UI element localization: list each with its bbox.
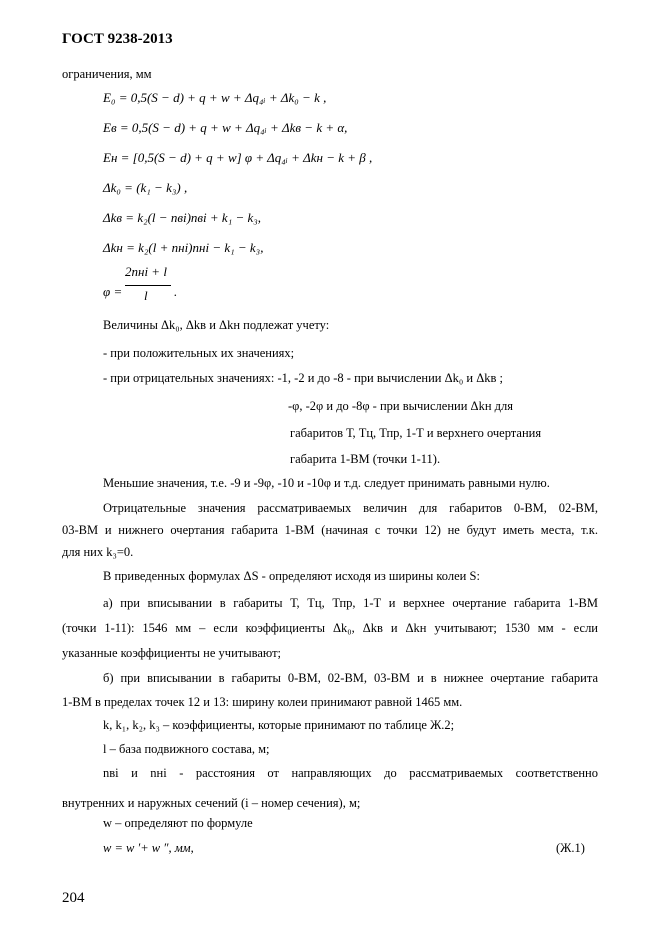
paragraph-case-b: б) при вписывании в габариты 0-ВМ, 02-ВМ, 03-ВМ и в нижнее очертание габарита	[103, 671, 598, 685]
paragraph-coefficients: k, k₁, k₂, k₃ – коэффициенты, которые принимают по таблице Ж.2;	[103, 718, 455, 732]
formula-dkv: Δkв = k₂(l − nвi)nвi + k₁ − k₃,	[103, 210, 262, 225]
paragraph-delta-s: В приведенных формулах ΔS - определяют исходя из ширины колеи S:	[103, 569, 480, 583]
formula-ev: Eв = 0,5(S − d) + q + w + Δq₄ᵢ + Δkв − k + α,	[103, 120, 348, 135]
paragraph-case-a: а) при вписывании в габариты Т, Тц, Тпр, 1-Т и верхнее очертание габарита 1-ВМ	[103, 596, 598, 610]
formula-dkn: Δkн = k₂(l + nнi)nнi − k₁ − k₃,	[103, 240, 264, 255]
phi-tail: .	[174, 284, 178, 299]
paragraph-base: l – база подвижного состава, м;	[103, 742, 270, 756]
formula-w: w = w ′+ w ″, мм,	[103, 841, 194, 855]
formula-number: (Ж.1)	[556, 841, 585, 855]
paragraph-positive: - при положительных их значениях;	[103, 346, 295, 360]
fraction-bar	[125, 285, 171, 286]
paragraph-w-defined: w – определяют по формуле	[103, 816, 253, 830]
formula-e0: E₀ = 0,5(S − d) + q + w + Δq₄ᵢ + Δk₀ − k ,	[103, 90, 327, 105]
formula-en: Eн = [0,5(S − d) + q + w] φ + Δq₄ᵢ + Δkн − k + β ,	[103, 150, 373, 165]
paragraph-gauge-points: габарита 1-ВМ (точки 1-11).	[290, 452, 441, 466]
paragraph-smaller-values: Меньшие значения, т.е. -9 и -9φ, -10 и -10φ и т.д. следует принимать равными нулю.	[103, 476, 550, 490]
paragraph-negative-phi: -φ, -2φ и до -8φ - при вычислении Δkн для	[288, 399, 513, 413]
paragraph-case-a-2: (точки 1-11): 1546 мм – если коэффициенты Δk₀, Δkв и Δkн учитывают; 1530 мм - если	[62, 621, 598, 635]
formula-dk0: Δk₀ = (k₁ − k₃) ,	[103, 180, 188, 195]
page-number: 204	[62, 890, 85, 906]
phi-denominator: l	[144, 288, 148, 303]
paragraph-case-b-2: 1-ВМ в пределах точек 12 и 13: ширину колеи принимают равной 1465 мм.	[62, 695, 463, 709]
paragraph-distances-2: внутренних и наружных сечений (i – номер сечения), м;	[62, 796, 361, 810]
paragraph-negative: - при отрицательных значениях: -1, -2 и до -8 - при вычислении Δk₀ и Δkв ;	[103, 371, 503, 385]
phi-numerator: 2nнi + l	[125, 264, 167, 279]
paragraph-negative-values-2: 03-ВМ и нижнего очертания габарита 1-ВМ (начиная с точки 12) не будут иметь места, т.к.	[62, 523, 598, 537]
document-header: ГОСТ 9238-2013	[62, 31, 173, 47]
paragraph-case-a-3: указанные коэффициенты не учитывают;	[62, 646, 282, 660]
phi-lhs: φ =	[103, 284, 123, 299]
paragraph-distances: nвi и nнi - расстояния от направляющих до рассматриваемых соответственно	[103, 766, 598, 780]
paragraph-negative-values-3: для них k₃=0.	[62, 545, 134, 559]
paragraph-gauges: габаритов Т, Тц, Тпр, 1-Т и верхнего очертания	[290, 426, 542, 440]
phi-fraction	[125, 264, 173, 308]
intro-text: ограничения, мм	[62, 67, 152, 81]
paragraph-values: Величины Δk₀, Δkв и Δkн подлежат учету:	[103, 318, 330, 332]
paragraph-negative-values: Отрицательные значения рассматриваемых величин для габаритов 0-ВМ, 02-ВМ,	[103, 501, 598, 515]
